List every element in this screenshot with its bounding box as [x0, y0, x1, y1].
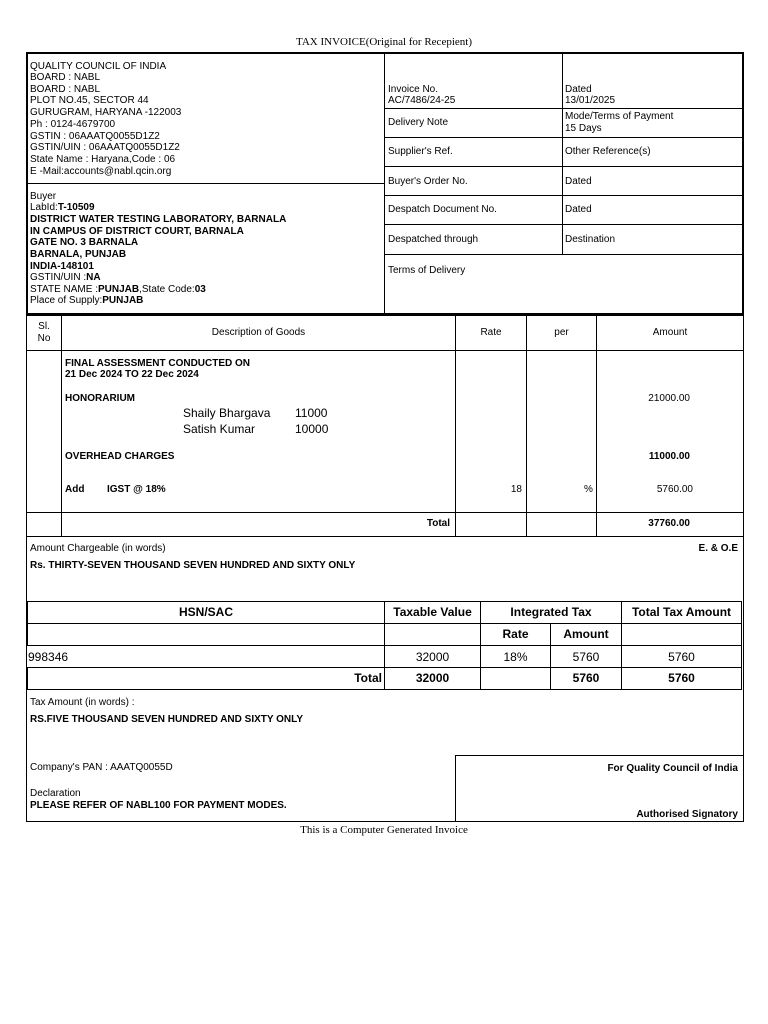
seller-line: GURUGRAM, HARYANA -122003: [30, 107, 182, 118]
tax-amount: 5760: [572, 650, 600, 664]
seller-line: QUALITY COUNCIL OF INDIA: [30, 61, 167, 72]
seller-line: PLOT NO.45, SECTOR 44: [30, 95, 149, 106]
amount-words-value: Rs. THIRTY-SEVEN THOUSAND SEVEN HUNDRED AND SIXTY ONLY: [30, 560, 356, 571]
buyer-name-line: IN CAMPUS OF DISTRICT COURT, BARNALA: [30, 226, 244, 237]
terms-delivery-label: Terms of Delivery: [388, 265, 466, 276]
tax-words-label: Tax Amount (in words) :: [30, 697, 135, 708]
seller-line: GSTIN : 06AAATQ0055D1Z2: [30, 131, 160, 142]
assessor-name: Shaily Bhargava: [183, 406, 271, 420]
hsn-total-tax: 5760: [668, 671, 695, 685]
integrated-tax-header: Integrated Tax: [510, 605, 592, 619]
taxable-header: Taxable Value: [393, 605, 472, 619]
tax-rate: 18%: [503, 650, 528, 664]
seller-line: State Name : Haryana,Code : 06: [30, 154, 176, 165]
destination-label: Destination: [565, 234, 616, 245]
col-rate: Rate: [480, 327, 502, 338]
buyer-name-line: INDIA-148101: [30, 261, 94, 272]
despatch-doc-label: Despatch Document No.: [388, 204, 497, 215]
assessment-line: FINAL ASSESSMENT CONDUCTED ON: [65, 358, 251, 369]
dated-label: Dated: [565, 84, 592, 95]
buyer-place: Place of Supply:PUNJAB: [30, 295, 144, 306]
total-tax-amount: 5760: [668, 650, 695, 664]
mode-terms-label: Mode/Terms of Payment: [565, 111, 674, 122]
amount-header: Amount: [563, 627, 609, 641]
declaration-value: PLEASE REFER OF NABL100 FOR PAYMENT MODES.: [30, 800, 287, 811]
declaration-label: Declaration: [30, 788, 81, 799]
invoice-no-label: Invoice No.: [388, 84, 439, 95]
invoice-title: TAX INVOICE(Original for Recepient): [296, 36, 472, 48]
assessor-amount: 10000: [295, 422, 329, 436]
col-amount: Amount: [652, 327, 688, 338]
dated-value: 13/01/2025: [565, 95, 616, 106]
hsn-header: HSN/SAC: [178, 605, 233, 619]
buyer-name-line: DISTRICT WATER TESTING LABORATORY, BARNALA: [30, 214, 287, 225]
buyer-name-line: BARNALA, PUNJAB: [30, 249, 127, 260]
buyer-labid: LabId:T-10509: [30, 202, 95, 213]
computer-generated-note: This is a Computer Generated Invoice: [300, 824, 468, 836]
authorised-signatory: Authorised Signatory: [636, 809, 738, 820]
hsn-code: 998346: [28, 650, 69, 664]
add-label: Add: [65, 484, 85, 495]
igst-per: %: [584, 484, 593, 495]
buyer-name-line: GATE NO. 3 BARNALA: [30, 237, 139, 248]
amount-words-label: Amount Chargeable (in words): [30, 543, 166, 554]
assessor-amount: 11000: [295, 406, 328, 420]
total-tax-header: Total Tax Amount: [631, 605, 732, 619]
seller-line: GSTIN/UIN : 06AAATQ0055D1Z2: [30, 142, 180, 153]
despatched-through-label: Despatched through: [388, 234, 479, 245]
delivery-note-label: Delivery Note: [388, 117, 449, 128]
suppliers-ref-label: Supplier's Ref.: [388, 146, 453, 157]
seller-line: Ph : 0124-4679700: [30, 119, 116, 130]
invoice-no-value: AC/7486/24-25: [388, 95, 456, 106]
taxable-value: 32000: [415, 650, 450, 664]
igst-amount: 5760.00: [656, 484, 693, 495]
col-description: Description of Goods: [211, 327, 306, 338]
company-pan: Company's PAN : AAATQ0055D: [30, 762, 173, 773]
hsn-total-label: Total: [354, 671, 382, 685]
assessment-dates: 21 Dec 2024 TO 22 Dec 2024: [65, 369, 199, 380]
tax-words-value: RS.FIVE THOUSAND SEVEN HUNDRED AND SIXTY ONLY: [30, 714, 304, 725]
col-per: per: [554, 327, 569, 338]
seller-line: E -Mail:accounts@nabl.qcin.org: [30, 166, 172, 177]
other-ref-label: Other Reference(s): [565, 146, 651, 157]
for-company: For Quality Council of India: [607, 763, 738, 774]
rate-header: Rate: [502, 627, 529, 641]
mode-terms-value: 15 Days: [565, 123, 602, 134]
eoe-label: E. & O.E: [698, 543, 738, 554]
col-sl: Sl.: [38, 321, 50, 332]
seller-line: BOARD : NABL: [30, 72, 101, 83]
assessor-name: Satish Kumar: [183, 422, 256, 436]
hsn-total-amount: 5760: [572, 671, 600, 685]
overhead-label: OVERHEAD CHARGES: [65, 451, 175, 462]
col-no: No: [37, 333, 51, 344]
items-table: [26, 315, 744, 537]
igst-label: IGST @ 18%: [107, 484, 166, 495]
honorarium-label: HONORARIUM: [65, 393, 135, 404]
honorarium-amount: 21000.00: [648, 393, 690, 404]
seller-line: BOARD : NABL: [30, 84, 101, 95]
dated2-label: Dated: [565, 176, 592, 187]
items-total-amount: 37760.00: [648, 518, 690, 529]
buyers-order-label: Buyer's Order No.: [388, 176, 468, 187]
buyer-state: STATE NAME :PUNJAB,State Code:03: [30, 284, 206, 295]
overhead-amount: 11000.00: [648, 451, 690, 462]
igst-rate: 18: [510, 484, 522, 495]
dated3-label: Dated: [565, 204, 592, 215]
items-total-label: Total: [426, 518, 450, 529]
hsn-total-taxable: 32000: [415, 671, 450, 685]
buyer-heading: Buyer: [30, 191, 57, 202]
buyer-gstin: GSTIN/UIN :NA: [30, 272, 101, 283]
